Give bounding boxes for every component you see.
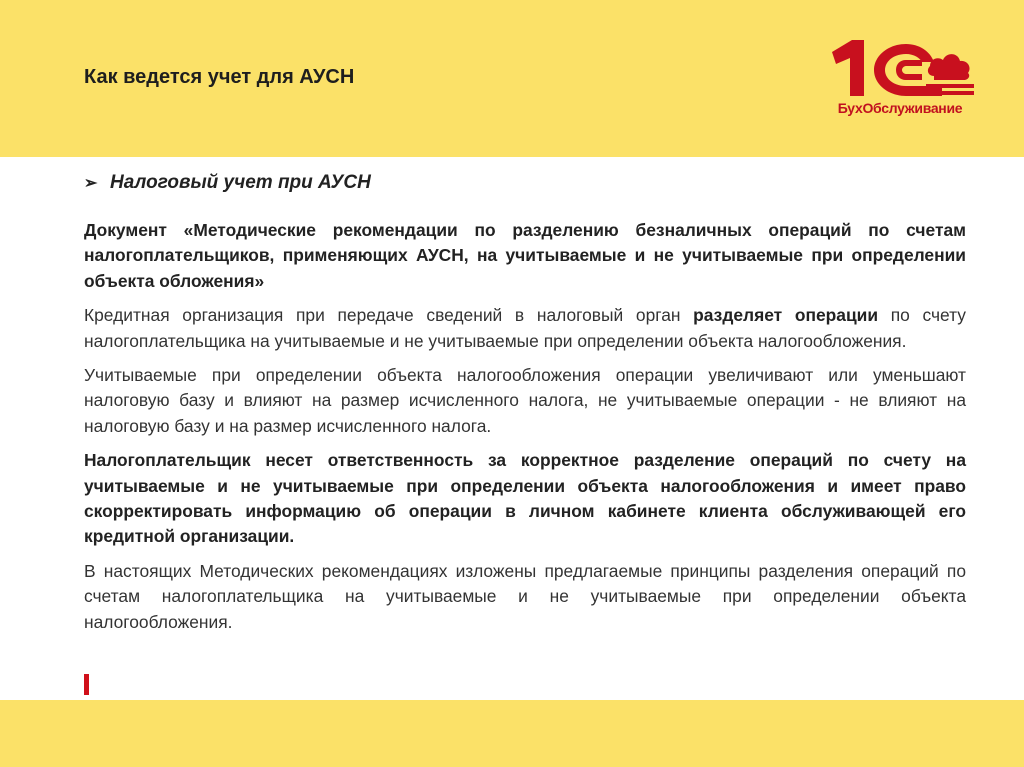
paragraph-responsibility — [84, 448, 966, 550]
footer-band — [0, 700, 1024, 767]
section-heading — [84, 172, 371, 194]
paragraph-text: Кредитная организация при передаче сведений в налоговый орган — [84, 305, 694, 326]
paragraph-principles: В настоящих Методических рекомендациях изложены предлагаемые принципы разделения операций по счетам налогоплательщика на учитываемые и не учитываемые при определении объекта налогообложения. — [84, 560, 966, 632]
red-accent-mark — [84, 674, 89, 695]
responsibility-text: Налогоплательщик несет ответственность за корректное разделение операций по счету на учитываемые и не учитываемые при определении объекта налогообложения и имеет право скорректировать информацию об операции в личном кабинете клиента обслуживающей его кредитной организации. — [84, 450, 966, 547]
paragraph-taxable-ops: Учитываемые при определении объекта налогообложения операции увеличивают или уменьшают налоговую базу и влияют на размер исчисленного налога, не учитываемые операции - не влияют на налоговую базу и на размер исчисленного налога. — [84, 365, 966, 436]
paragraph-credit-org — [84, 303, 966, 354]
arrow-bullet-icon: ➢ — [84, 175, 98, 192]
logo-caption: БухОбслуживание — [837, 100, 963, 116]
section-heading-text: Налоговый учет при АУСН — [110, 172, 371, 193]
slide-title: Как ведется учет для АУСН — [84, 66, 355, 88]
emphasis-text: разделяет операции — [693, 305, 879, 326]
document-title-text: Документ «Методические рекомендации по разделению безналичных операций по счетам налогоплательщиков, применяющих АУСН, на учитываемые и не учитываемые при определении объекта обложения» — [84, 220, 966, 291]
body-text — [84, 218, 966, 644]
paragraph-document-title — [84, 218, 966, 294]
paragraph-text: по счету налогоплательщика на учитываемые и не учитываемые при определении объекта налогообложения. — [84, 305, 967, 351]
